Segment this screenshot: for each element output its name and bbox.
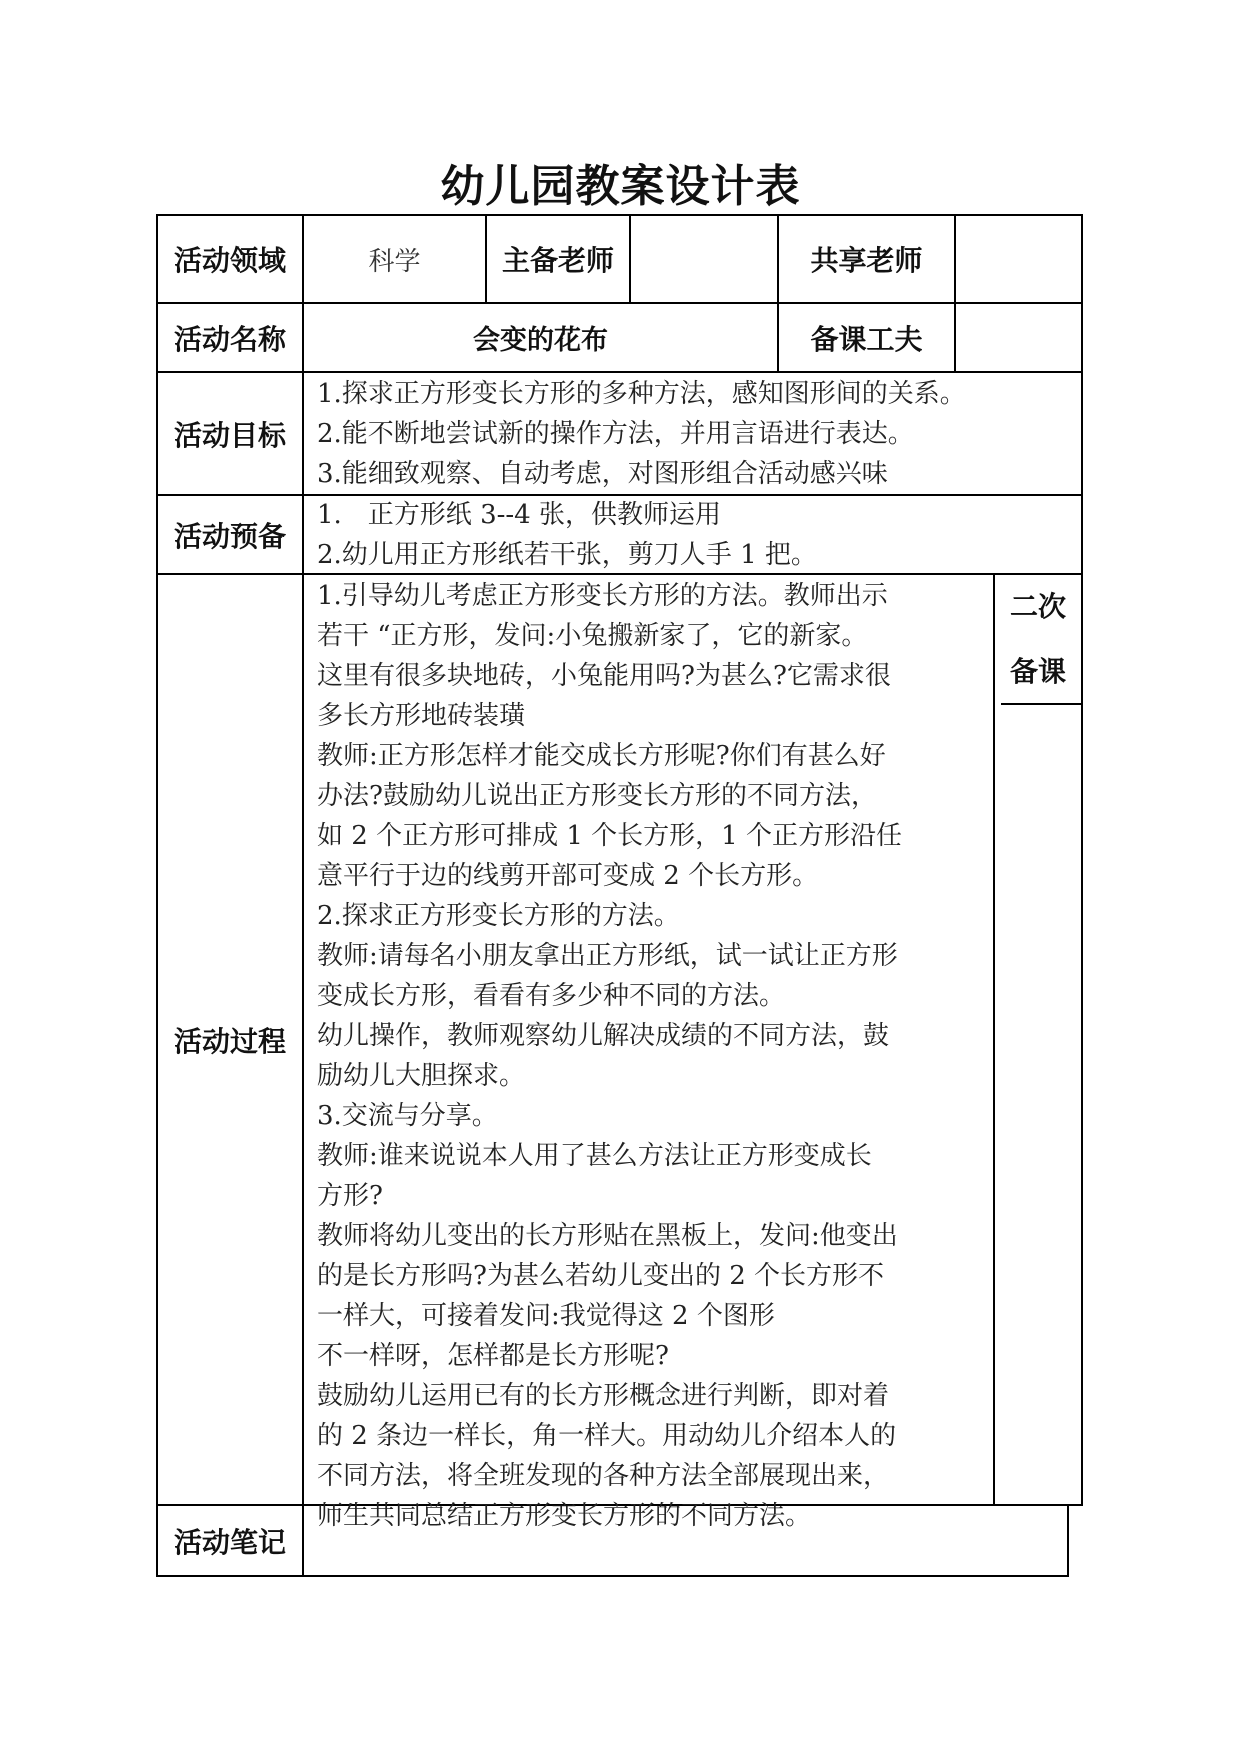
preparation-line: 1. 正方形纸 3--4 张，供教师运用 [317,500,721,530]
process-line: 2.探求正方形变长方形的方法。 [317,901,680,931]
prep-time-label: 备课工夫 [810,322,923,356]
preparation-line: 2.幼儿用正方形纸若干张，剪刀人手 1 把。 [317,540,817,570]
process-line: 教师:谁来说说本人用了甚么方法让正方形变成长 [317,1141,872,1171]
process-line: 教师:请每名小朋友拿出正方形纸，试一试让正方形 [317,941,898,971]
goal-line: 1.探求正方形变长方形的多种方法，感知图形间的关系。 [317,379,966,409]
lead-teacher-label: 主备老师 [501,244,614,277]
goals-text [317,374,966,494]
process-line: 变成长方形，看看有多少种不同的方法。 [317,981,786,1011]
process-line: 一样大，可接着发问:我觉得这 2 个图形 [317,1301,775,1331]
notes-label: 活动笔记 [173,1525,286,1559]
process-line: 若干 “正方形，发问:小兔搬新家了，它的新家。 [317,621,868,651]
process-line: 不同方法，将全班发现的各种方法全部展现出来， [317,1461,890,1491]
share-teacher-label: 共享老师 [810,244,923,277]
preparation-text [317,495,817,575]
process-line: 多长方形地砖装璜 [317,701,526,731]
notes-value [304,1506,1067,1575]
domain-label: 活动领域 [173,244,286,277]
process-line: 办法?鼓励幼儿说出正方形变长方形的不同方法， [317,781,877,811]
domain-value: 科学 [368,246,421,277]
second-prep-label-2: 备课 [1009,655,1066,688]
goal-line: 3.能细致观察、自动考虑，对图形组合活动感兴味 [317,459,888,489]
process-line: 师生共同总结正方形变长方形的不同方法。 [317,1501,812,1531]
second-prep-label-1: 二次 [1009,590,1066,623]
share-teacher-value [956,216,1081,302]
process-label: 活动过程 [173,1024,286,1058]
process-line: 意平行于边的线剪开部可变成 2 个长方形。 [317,861,819,891]
activity-name-label: 活动名称 [173,322,286,356]
goals-label: 活动目标 [173,418,286,452]
process-line: 教师:正方形怎样才能交成长方形呢?你们有甚么好 [317,741,886,771]
process-line: 这里有很多块地砖，小兔能用吗?为甚么?它需求很 [317,661,891,691]
process-line: 励幼儿大胆探求。 [317,1061,526,1091]
process-line: 的是长方形吗?为甚么若幼儿变出的 2 个长方形不 [317,1261,885,1291]
process-line: 幼儿操作，教师观察幼儿解决成绩的不同方法，鼓 [317,1021,890,1051]
process-line: 如 2 个正方形可排成 1 个长方形，1 个正方形沿任 [317,821,902,851]
preparation-label: 活动预备 [173,519,286,553]
page-title: 幼儿园教案设计表 [440,161,801,212]
process-line: 的 2 条边一样长，角一样大。用动幼儿介绍本人的 [317,1421,897,1451]
goal-line: 2.能不断地尝试新的操作方法，并用言语进行表达。 [317,419,914,449]
process-line: 教师将幼儿变出的长方形贴在黑板上，发问:他变出 [317,1221,898,1251]
process-text [317,576,902,1536]
process-line: 3.交流与分享。 [317,1101,498,1131]
process-line: 鼓励幼儿运用已有的长方形概念进行判断，即对着 [317,1381,890,1411]
process-line: 不一样呀，怎样都是长方形呢? [317,1341,669,1371]
lead-teacher-value [631,216,777,302]
process-line: 方形? [317,1181,383,1211]
process-line: 1.引导幼儿考虑正方形变长方形的方法。教师出示 [317,581,888,611]
prep-time-value [956,304,1081,371]
activity-name-value: 会变的花布 [473,325,608,356]
